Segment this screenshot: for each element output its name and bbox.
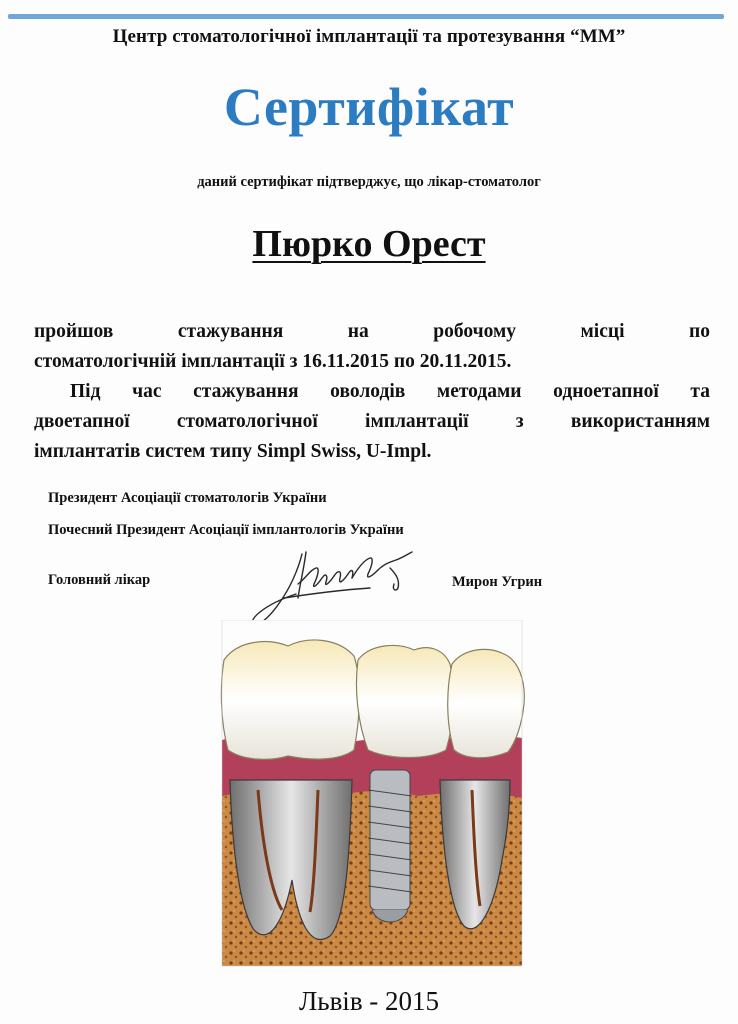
recipient-name-text: Пюрко Орест	[252, 223, 486, 265]
paragraph-line: імплантатів систем типу Simpl Swiss, U-Impl.	[34, 441, 432, 462]
top-border-rule	[8, 14, 724, 19]
place-and-year: Львів - 2015	[298, 986, 440, 1016]
signatory-title-honorary-president: Почесний Президент Асоціації імплантологів України	[48, 522, 404, 538]
dental-implant-illustration	[218, 620, 530, 970]
skills-paragraph	[34, 377, 710, 467]
internship-paragraph	[34, 317, 710, 377]
paragraph-line: двоетапної стоматологічної імплантації з використанням	[34, 411, 710, 432]
issuer-name: Центр стоматологічної імплантації та протезування “ММ”	[112, 26, 626, 47]
intro-text: даний сертифікат підтверджує, що лікар-стоматолог	[197, 174, 541, 190]
recipient-name	[0, 222, 738, 266]
paragraph-line: стоматологічній імплантації з 16.11.2015 по 20.11.2015.	[34, 351, 512, 372]
paragraph-line: пройшов стажування на робочому місці по	[34, 321, 710, 342]
paragraph-line: Під час стажування оволодів методами одноетапної та	[70, 381, 710, 402]
signatory-role: Головний лікар	[48, 572, 151, 588]
handwritten-signature	[240, 540, 440, 630]
certificate-title: Сертифікат	[223, 77, 515, 137]
signatory-name: Мирон Угрин	[452, 574, 543, 590]
signatory-title-president: Президент Асоціації стоматологів України	[48, 490, 327, 506]
